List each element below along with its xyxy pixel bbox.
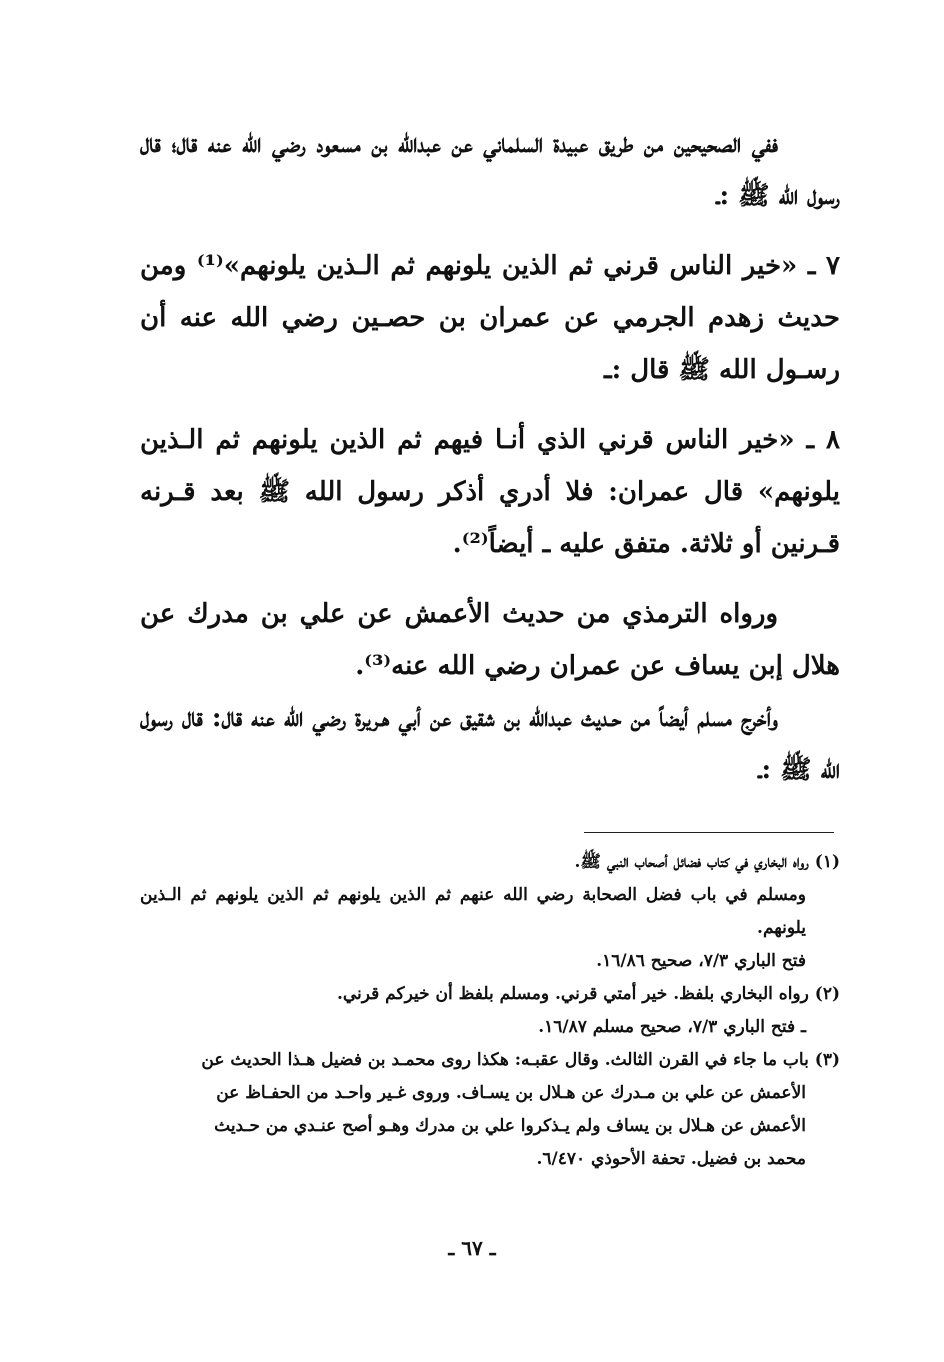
paragraph-intro-hadith-7: ففي الصحيحين من طريق عبيدة السلماني عن عبدالله بن مسعود رضي الله عنه قال؛ قال رسول الله ﷺ :ـ <box>140 129 840 211</box>
footnotes-block <box>140 846 840 1176</box>
paragraph-hadith-7: ٧ ـ «خير الناس قرني ثم الذين يلونهم ثم الـذين يلونهم»⁽¹⁾ ومن حديث زهدم الجرمي عن عمران بن حصـين رضي الله عنه أن رسـول الله ﷺ قال :ـ <box>140 251 840 385</box>
paragraph-tirmidhi: ورواه الترمذي من حديث الأعمش عن علي بن مدرك عن هلال إبن يساف عن عمران رضي الله عنه⁽³⁾. <box>140 599 840 681</box>
footnote-3-line-2: الأعمش عن علي بن مـدرك عن هـلال بن يسـاف. وروى غـير واحـد من الحفـاظ عن <box>216 1083 806 1103</box>
footnote-3-line-4: محمد بن فضيل. تحفة الأحوذي ٦/٤٧٠. <box>536 1149 806 1169</box>
footnote-2-line-1: (٢) رواه البخاري بلفظ. خير أمتي قرني. ومسلم بلفظ أن خيركم قرني. <box>336 984 840 1004</box>
footnote-3-line-3: الأعمش عن هـلال بن يساف ولم يـذكروا علي بن مدرك وهـو أصح عنـدي من حـديث <box>214 1116 806 1136</box>
paragraph-muslim: وأخرج مسلم أيضاً من حـديث عبدالله بن شقيق عن أبي هـريرة رضي الله عنه قال: قال رسول الله ﷺ :ـ <box>140 703 840 785</box>
main-text-block <box>140 118 840 796</box>
footnote-1-line-3: فتح الباري ٧/٣، صحيح ١٦/٨٦. <box>596 951 806 971</box>
paragraph-hadith-8: ٨ ـ «خير الناس قرني الذي أنـا فيهم ثم الذين يلونهم ثم الـذين يلونهم» قال عمران: فلا أدري أذكر رسول الله ﷺ بعد قـرنه قـرنين أو ثلاثة. متفق عليه ـ أيضاً⁽²⁾. <box>140 425 840 559</box>
footnote-3-line-1: (٣) باب ما جاء في القرن الثالث. وقال عقبـه: هكذا روى محمـد بن فضيل هـذا الحديث عن <box>201 1050 840 1070</box>
footnote-separator <box>584 832 834 833</box>
footnote-1-line-1: (١) رواه البخاري في كتاب فضائل أصحاب النبي ﷺ. <box>574 852 840 872</box>
page-number: ـ ٦٧ ـ <box>448 1236 496 1260</box>
footnote-2-line-2: ـ فتح الباري ٧/٣، صحيح مسلم ١٦/٨٧. <box>538 1017 806 1037</box>
footnote-1-line-2: ومسلم في باب فضل الصحابة رضي الله عنهم ثم الذين يلونهم ثم الذين يلونهم ثم الـذين يلونهم. <box>140 885 806 938</box>
